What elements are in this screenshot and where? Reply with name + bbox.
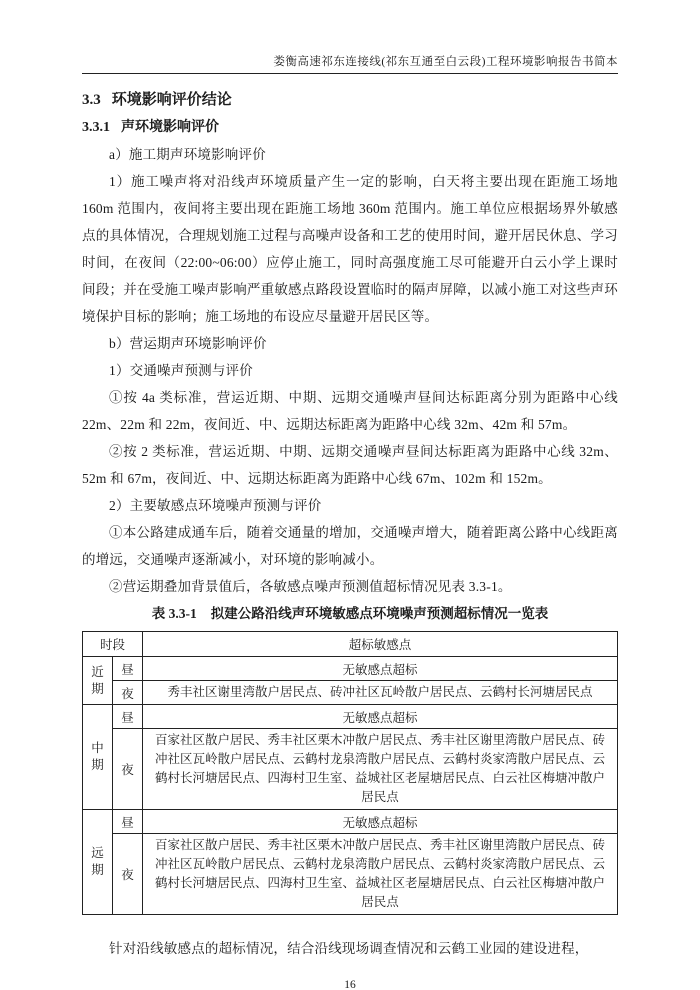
night-value-far: 百家社区散户居民、秀丰社区栗木冲散户居民点、秀丰社区谢里湾散户居民点、砖冲社区瓦岭散户居民点、云鹤村龙泉湾散户居民点、云鹤村炎家湾散户居民点、云鹤村长河塘居民点、四海村卫生室、益城社区老屋塘居民点、白云社区梅塘冲散户居民点 — [143, 834, 618, 915]
running-header: 娄衡高速祁东连接线(祁东互通至白云段)工程环境影响报告书简本 — [82, 55, 618, 74]
section-heading — [82, 89, 618, 111]
table-row-mid-day — [83, 705, 618, 729]
period-label-far: 远期 — [83, 810, 113, 915]
paragraph-sensitive-points-heading: 2）主要敏感点环境噪声预测与评价 — [109, 498, 322, 513]
table-title-number: 表 3.3-1 — [151, 606, 197, 621]
night-value-near: 秀丰社区谢里湾散户居民点、砖冲社区瓦岭散户居民点、云鹤村长河塘居民点 — [143, 681, 618, 705]
table-title — [82, 602, 618, 626]
paragraph-table-reference: ②营运期叠加背景值后，各敏感点噪声预测值超标情况见表 3.3-1。 — [109, 579, 512, 594]
night-label: 夜 — [113, 681, 143, 705]
day-value-mid: 无敏感点超标 — [143, 705, 618, 729]
table-row-near-day — [83, 657, 618, 681]
period-label-near: 近期 — [83, 657, 113, 705]
day-label: 昼 — [113, 657, 143, 681]
page-number: 16 — [344, 979, 356, 990]
table-header-time: 时段 — [83, 632, 143, 657]
day-label: 昼 — [113, 810, 143, 834]
paragraph-closing: 针对沿线敏感点的超标情况，结合沿线现场调查情况和云鹤工业园的建设进程， — [109, 941, 589, 956]
subsection-heading — [82, 117, 618, 139]
period-label-mid: 中期 — [83, 705, 113, 810]
section-number: 3.3 — [82, 92, 101, 108]
paragraph-construction-period-heading: a）施工期声环境影响评价 — [109, 147, 266, 162]
paragraph-4a-standard: ①按 4a 类标准，营运近期、中期、远期交通噪声昼间达标距离分别为距路中心线 22m、22m 和 22m，夜间近、中、远期达标距离为距路中心线 32m、42m 和 57m。 — [82, 390, 618, 432]
day-label: 昼 — [113, 705, 143, 729]
night-label: 夜 — [113, 729, 143, 810]
table-row-far-day — [83, 810, 618, 834]
day-value-near: 无敏感点超标 — [143, 657, 618, 681]
table-title-text: 拟建公路沿线声环境敏感点环境噪声预测超标情况一览表 — [210, 606, 549, 621]
table-row-far-night — [83, 834, 618, 915]
table-header-row — [83, 632, 618, 657]
day-value-far: 无敏感点超标 — [143, 810, 618, 834]
table-row-near-night — [83, 681, 618, 705]
paragraph-traffic-noise-heading: 1）交通噪声预测与评价 — [109, 363, 253, 378]
table-header-sensitive-points: 超标敏感点 — [143, 632, 618, 657]
subsection-title: 声环境影响评价 — [121, 120, 219, 135]
paragraph-traffic-growth: ①本公路建成通车后，随着交通量的增加，交通噪声增大，随着距离公路中心线距离的增远，交通噪声逐渐减小，对环境的影响减小。 — [82, 525, 618, 567]
night-value-mid: 百家社区散户居民、秀丰社区栗木冲散户居民点、秀丰社区谢里湾散户居民点、砖冲社区瓦岭散户居民点、云鹤村龙泉湾散户居民点、云鹤村炎家湾散户居民点、云鹤村长河塘居民点、四海村卫生室、益城社区老屋塘居民点、白云社区梅塘冲散户居民点 — [143, 729, 618, 810]
table-row-mid-night — [83, 729, 618, 810]
paragraph-construction-noise: 1）施工噪声将对沿线声环境质量产生一定的影响，白天将主要出现在距施工场地 160m 范围内，夜间将主要出现在距施工场地 360m 范围内。施工单位应根据场界外敏感点的具体情况，合理规划施工过程与高噪声设备和工艺的使用时间，避开居民休息、学习时间，在夜间（22:00~06:00）应停止施工，同时高强度施工尽可能避开白云小学上课时间段；并在受施工噪声影响严重敏感点路段设置临时的隔声屏障，以减小施工对这些声环境保护目标的影响；施工场地的布设应尽量避开居民区等。 — [82, 174, 618, 324]
night-label: 夜 — [113, 834, 143, 915]
paragraph-operation-period-heading: b）营运期声环境影响评价 — [109, 336, 267, 351]
paragraph-class2-standard: ②按 2 类标准，营运近期、中期、远期交通噪声昼间达标距离为距路中心线 32m、52m 和 67m，夜间近、中、远期达标距离为距路中心线 67m、102m 和 152m。 — [82, 444, 618, 486]
subsection-number: 3.3.1 — [82, 120, 110, 135]
noise-exceedance-table — [82, 631, 618, 915]
section-title: 环境影响评价结论 — [111, 92, 232, 108]
